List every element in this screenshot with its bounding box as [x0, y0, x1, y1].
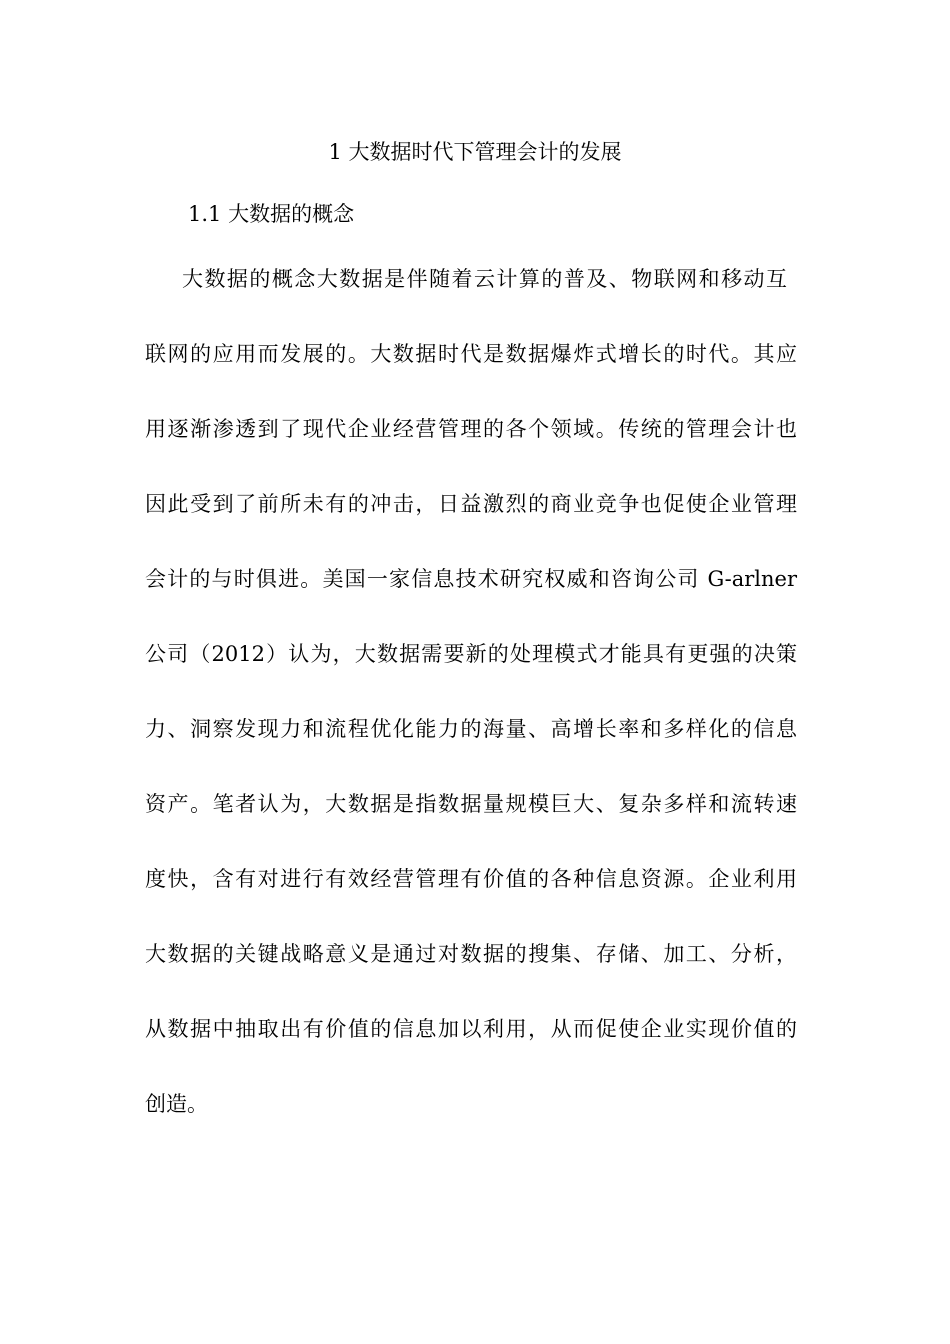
section-title: 1.1 大数据的概念: [188, 202, 355, 226]
paragraph-line: 大数据的概念大数据是伴随着云计算的普及、物联网和移动互: [182, 267, 787, 291]
paragraph-line: 创造。: [145, 1092, 208, 1116]
paragraph-line: 公司（2012）认为，大数据需要新的处理模式才能具有更强的决策: [145, 642, 797, 666]
paragraph-line: 从数据中抽取出有价值的信息加以利用，从而促使企业实现价值的: [145, 1017, 797, 1041]
paragraph-line: 会计的与时俱进。美国一家信息技术研究权威和咨询公司 G-arlner: [145, 567, 797, 591]
paragraph-line: 联网的应用而发展的。大数据时代是数据爆炸式增长的时代。其应: [145, 342, 797, 366]
paragraph-line: 大数据的关键战略意义是通过对数据的搜集、存储、加工、分析，: [145, 942, 797, 966]
paragraph-line: 资产。笔者认为，大数据是指数据量规模巨大、复杂多样和流转速: [145, 792, 797, 816]
paragraph-line: 用逐渐渗透到了现代企业经营管理的各个领域。传统的管理会计也: [145, 417, 797, 441]
paragraph-line: 力、洞察发现力和流程优化能力的海量、高增长率和多样化的信息: [145, 717, 797, 741]
paragraph-line: 因此受到了前所未有的冲击，日益激烈的商业竞争也促使企业管理: [145, 492, 797, 516]
paragraph-line: 度快，含有对进行有效经营管理有价值的各种信息资源。企业利用: [145, 867, 797, 891]
chapter-title: 1 大数据时代下管理会计的发展: [328, 140, 622, 164]
